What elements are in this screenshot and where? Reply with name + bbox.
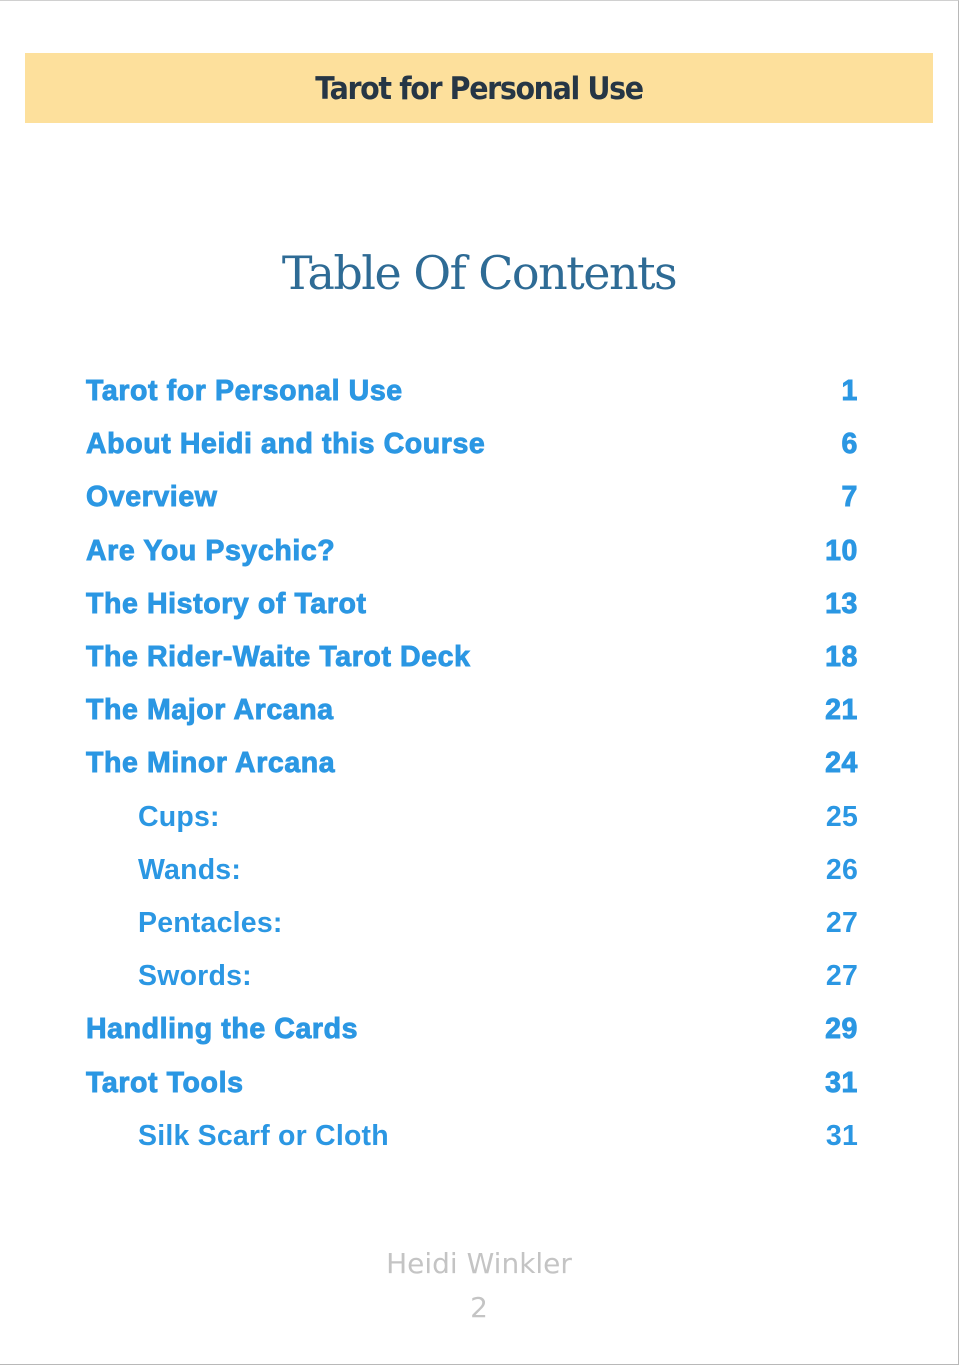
toc-entry-label: About Heidi and this Course: [86, 428, 486, 461]
toc-entry[interactable]: [86, 897, 858, 950]
toc-entry[interactable]: [86, 418, 858, 471]
toc-entry-label: Overview: [86, 481, 218, 514]
toc-entry-label: The Major Arcana: [86, 694, 334, 727]
footer-author: Heidi Winkler: [386, 1247, 572, 1280]
toc-entry[interactable]: [86, 1110, 858, 1163]
toc-entry-page-number: 27: [825, 960, 858, 993]
toc-entry-page-number: 31: [825, 1119, 858, 1152]
toc-heading: Table Of Contents: [281, 246, 677, 300]
toc-entry-page-number: 1: [841, 375, 858, 408]
toc-entry-label: The History of Tarot: [86, 587, 367, 620]
header-banner: [25, 53, 933, 123]
toc-entry-page-number: 7: [841, 481, 858, 514]
toc-entry-label: Tarot for Personal Use: [86, 375, 403, 408]
toc-entry[interactable]: [86, 684, 858, 737]
toc-entry-page-number: 27: [825, 906, 858, 939]
toc-entry-page-number: 25: [825, 800, 858, 833]
toc-entry[interactable]: [86, 844, 858, 897]
toc-entry[interactable]: [86, 365, 858, 418]
toc-entry[interactable]: [86, 1056, 858, 1109]
header-title: Tarot for Personal Use: [315, 71, 643, 107]
toc-entry-label: Wands:: [138, 853, 242, 886]
toc-entry[interactable]: [86, 737, 858, 790]
toc-entry-label: Are You Psychic?: [86, 534, 336, 567]
toc-entry-label: Silk Scarf or Cloth: [138, 1119, 389, 1152]
table-of-contents: [86, 365, 858, 1163]
toc-entry[interactable]: [86, 631, 858, 684]
toc-entry[interactable]: [86, 578, 858, 631]
toc-entry-page-number: 31: [825, 1066, 858, 1099]
toc-entry-page-number: 6: [841, 428, 858, 461]
toc-entry-label: Pentacles:: [138, 906, 283, 939]
footer-page-number: 2: [470, 1291, 488, 1324]
toc-entry[interactable]: [86, 1003, 858, 1056]
toc-entry-page-number: 29: [825, 1013, 858, 1046]
toc-entry-label: Tarot Tools: [86, 1066, 244, 1099]
toc-entry-label: The Minor Arcana: [86, 747, 336, 780]
toc-entry-page-number: 24: [825, 747, 858, 780]
toc-entry-label: The Rider-Waite Tarot Deck: [86, 641, 471, 674]
toc-entry-page-number: 21: [825, 694, 858, 727]
toc-entry-page-number: 18: [825, 641, 858, 674]
toc-entry[interactable]: [86, 950, 858, 1003]
toc-entry[interactable]: [86, 791, 858, 844]
toc-entry-label: Handling the Cards: [86, 1013, 359, 1046]
toc-entry-page-number: 26: [825, 853, 858, 886]
toc-entry-page-number: 10: [825, 534, 858, 567]
toc-entry-label: Swords:: [138, 960, 252, 993]
toc-entry-label: Cups:: [138, 800, 220, 833]
toc-entry-page-number: 13: [825, 587, 858, 620]
toc-entry[interactable]: [86, 525, 858, 578]
toc-entry[interactable]: [86, 471, 858, 524]
